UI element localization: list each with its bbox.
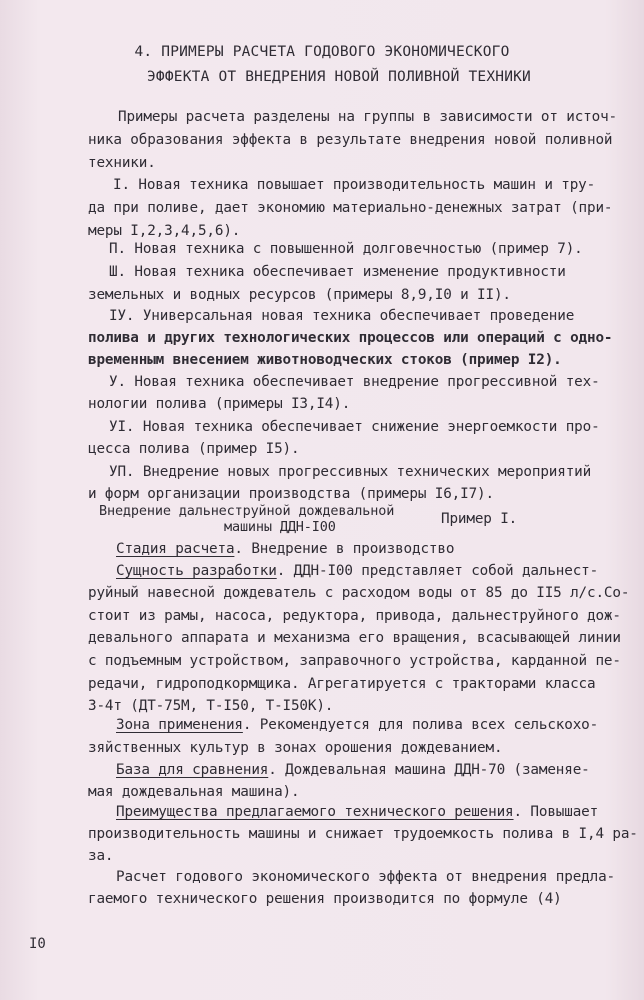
section-title-line-2: ЭФФЕКТА ОТ ВНЕДРЕНИЯ НОВОЙ ПОЛИВНОЙ ТЕХНИКИ <box>147 69 531 85</box>
essence-line-4: девального аппарата и механизма его вращения, всасывающей линии <box>88 630 621 646</box>
stage-label: Стадия расчета <box>116 541 235 557</box>
group-4-line-3: временным внесением животноводческих стоков (пример I2). <box>88 352 562 368</box>
base-line-2: мая дождевальная машина). <box>88 784 300 800</box>
section-title-line-1: 4. ПРИМЕРЫ РАСЧЕТА ГОДОВОГО ЭКОНОМИЧЕСКОГО <box>134 44 510 60</box>
stage-line <box>116 541 454 557</box>
calc-line-2: гаемого технического решения производится по формуле (4) <box>88 891 562 907</box>
essence-text: . ДДН-I00 представляет собой дальнест- <box>276 563 599 579</box>
page-number: I0 <box>29 936 46 952</box>
group-6-line-2: цесса полива (пример I5). <box>88 441 300 457</box>
group-3-line-2: земельных и водных ресурсов (примеры 8,9,I0 и II). <box>88 287 511 303</box>
base-line-1 <box>116 762 590 778</box>
base-label: База для сравнения <box>116 762 269 778</box>
zone-label: Зона применения <box>116 717 243 733</box>
base-text: . Дождевальная машина ДДН-70 (заменяе- <box>268 762 590 778</box>
stage-text: . Внедрение в производство <box>234 541 455 557</box>
zone-line-1 <box>116 717 598 733</box>
group-7-line-1: УП. Внедрение новых прогрессивных технических мероприятий <box>109 464 592 480</box>
group-6-line-1: УI. Новая техника обеспечивает снижение энергоемкости про- <box>109 419 600 435</box>
essence-line-1 <box>116 563 598 579</box>
essence-line-2: руйный навесной дождеватель с расходом воды от 85 до II5 л/с.Со- <box>88 585 630 601</box>
group-3-line-1: Ш. Новая техника обеспечивает изменение продуктивности <box>109 264 566 280</box>
group-5-line-2: нологии полива (примеры I3,I4). <box>88 396 351 412</box>
essence-line-7: 3-4т (ДТ-75М, Т-I50, Т-I50К). <box>88 698 334 714</box>
group-2-line-1: П. Новая техника с повышенной долговечностью (пример 7). <box>109 241 583 257</box>
example-heading-line-2: машины ДДН-I00 <box>224 519 336 535</box>
example-label: Пример I. <box>441 511 518 527</box>
group-1-line-1: I. Новая техника повышает производительность машин и тру- <box>113 177 596 193</box>
zone-line-2: зяйственных культур в зонах орошения дождеванием. <box>88 740 503 756</box>
essence-line-6: редачи, гидроподкормщика. Агрегатируется с тракторами класса <box>88 676 596 692</box>
essence-line-5: с подъемным устройством, заправочного устройства, карданной пе- <box>88 653 621 669</box>
group-4-line-1: IУ. Универсальная новая техника обеспечивает проведение <box>109 308 575 324</box>
essence-line-3: стоит из рамы, насоса, редуктора, привода, дальнеструйного дож- <box>88 608 621 624</box>
group-1-line-3: меры I,2,3,4,5,6). <box>88 223 241 239</box>
advantages-line-1 <box>116 804 598 820</box>
group-1-line-2: да при поливе, дает экономию материально-денежных затрат (при- <box>88 200 613 216</box>
advantages-label: Преимущества предлагаемого технического решения <box>116 804 514 820</box>
intro-line-1: Примеры расчета разделены на группы в зависимости от источ- <box>118 109 617 125</box>
intro-line-3: техники. <box>88 155 156 171</box>
example-heading-line-1: Внедрение дальнеструйной дождевальной <box>99 503 395 519</box>
essence-label: Сущность разработки <box>116 563 277 579</box>
intro-line-2: ника образования эффекта в результате внедрения новой поливной <box>88 132 613 148</box>
group-5-line-1: У. Новая техника обеспечивает внедрение прогрессивной тех- <box>109 374 600 390</box>
advantages-line-2: производительность машины и снижает трудоемкость полива в I,4 ра- <box>88 826 638 842</box>
zone-text: . Рекомендуется для полива всех сельскохо- <box>242 717 599 733</box>
advantages-line-3: за. <box>88 848 114 864</box>
calc-line-1: Расчет годового экономического эффекта от внедрения предла- <box>116 869 615 885</box>
group-4-line-2: полива и других технологических процессов или операций с одно- <box>88 330 613 346</box>
advantages-text: . Повышает <box>513 804 599 820</box>
group-7-line-2: и форм организации производства (примеры I6,I7). <box>88 486 494 502</box>
